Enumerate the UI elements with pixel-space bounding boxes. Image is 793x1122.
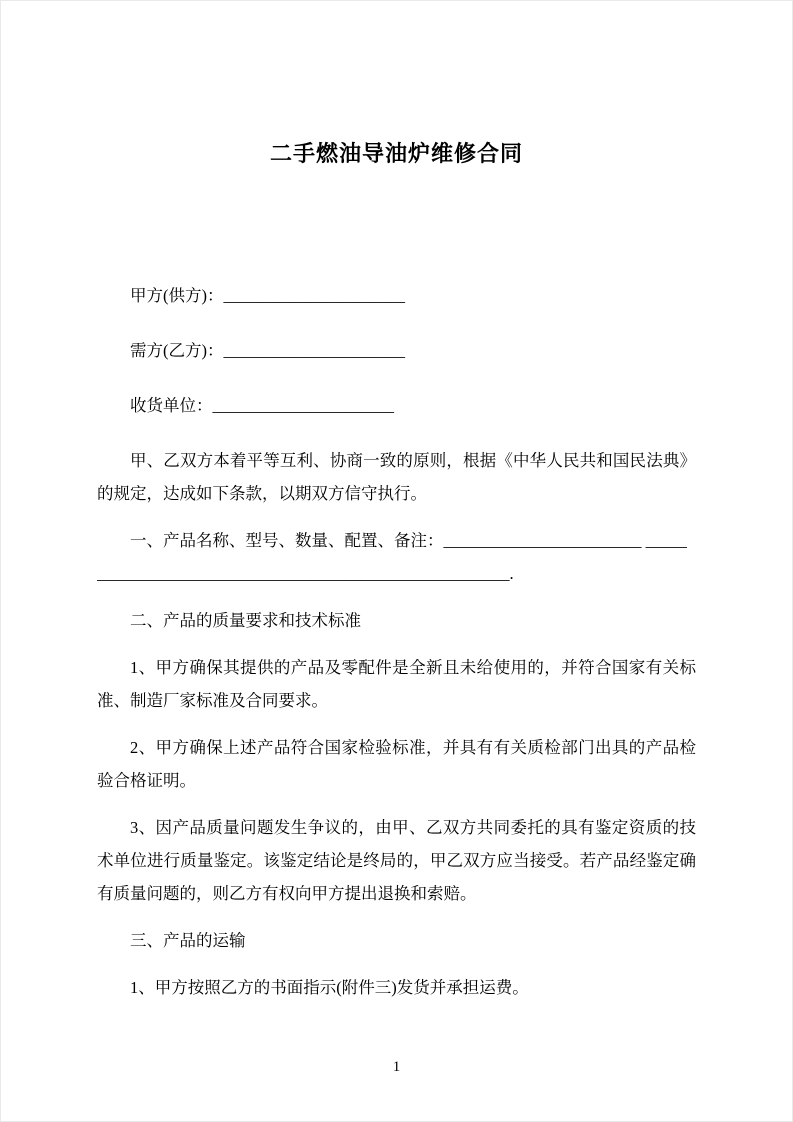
section-2-item-3: 3、因产品质量问题发生争议的，由甲、乙双方共同委托的具有鉴定资质的技术单位进行质量鉴定。该鉴定结论是终局的，甲乙双方应当接受。若产品经鉴定确有质量问题的，则乙方有权向甲方提出退换和索赔。 <box>97 818 696 903</box>
section-2-item-1: 1、甲方确保其提供的产品及零配件是全新且未给使用的，并符合国家有关标准、制造厂家标准及合同要求。 <box>97 658 696 710</box>
party-label-buyer: 需方(乙方)： <box>130 341 224 360</box>
party-label-supplier: 甲方(供方)： <box>130 286 224 305</box>
section-2-item-2: 2、甲方确保上述产品符合国家检验标准，并具有有关质检部门出具的产品检验合格证明。 <box>97 738 696 790</box>
document-title: 二手燃油导油炉维修合同 <box>269 141 523 166</box>
party-row-supplier <box>97 279 696 312</box>
party-row-buyer <box>97 334 696 367</box>
party-label-consignee: 收货单位： <box>130 396 213 415</box>
section-3-item-1: 1、甲方按照乙方的书面指示(附件三)发货并承担运费。 <box>130 978 529 997</box>
clause-1-line1 <box>97 524 696 557</box>
clause-1-label: 一、产品名称、型号、数量、配置、备注： <box>130 531 444 550</box>
section-3-heading: 三、产品的运输 <box>130 931 246 950</box>
party-fill-consignee: ______________________ <box>212 396 394 415</box>
clause-1-fill-2: __________________________________________________. <box>97 564 514 583</box>
party-fill-supplier: ______________________ <box>223 286 405 305</box>
party-row-consignee <box>97 389 696 422</box>
party-fill-buyer: ______________________ <box>223 341 405 360</box>
page-number: 1 <box>392 1059 401 1075</box>
intro-paragraph: 甲、乙双方本着平等互利、协商一致的原则，根据《中华人民共和国民法典》的规定，达成如下条款，以期双方信守执行。 <box>97 451 696 503</box>
clause-1-fill-1: ________________________ _____ <box>443 531 687 550</box>
section-2-heading: 二、产品的质量要求和技术标准 <box>130 611 361 630</box>
